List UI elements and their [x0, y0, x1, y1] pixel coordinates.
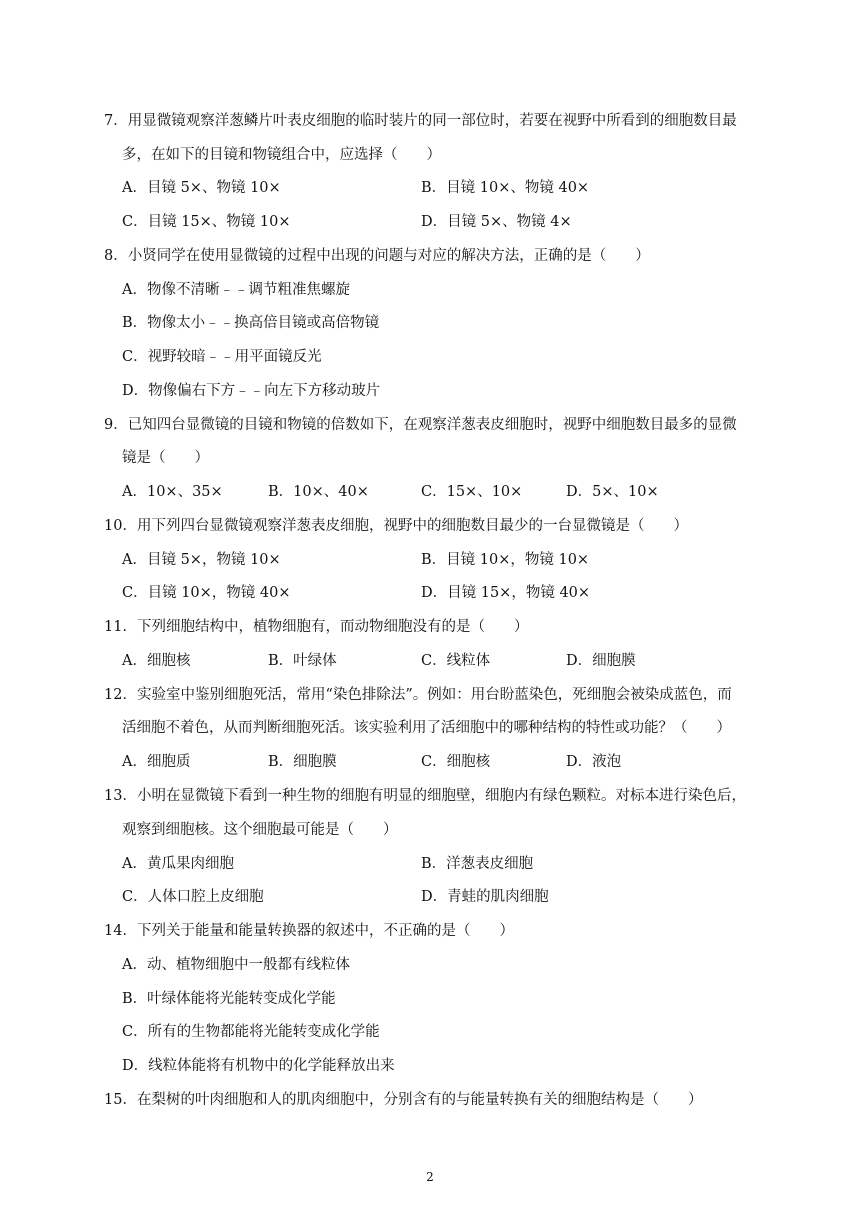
q7-stem-line1: 7．用显微镜观察洋葱鳞片叶表皮细胞的临时装片的同一部位时，若要在视野中所看到的细胞数目最 — [104, 113, 737, 129]
q7-option-b: B．目镜 10×、物镜 40× — [421, 180, 590, 196]
q11-option-a: A．细胞核 — [122, 653, 191, 669]
q10-option-a: A．目镜 5×，物镜 10× — [122, 552, 281, 568]
q7-stem-line2: 多，在如下的目镜和物镜组合中，应选择（ ） — [122, 147, 441, 163]
q12-stem-line1: 12．实验室中鉴别细胞死活，常用“染色排除法”。例如：用台盼蓝染色，死细胞会被染成蓝色，而 — [104, 687, 732, 703]
q14-option-b: B．叶绿体能将光能转变成化学能 — [122, 991, 336, 1007]
q9-option-d: D．5×、10× — [566, 484, 659, 500]
q13-option-b: B．洋葱表皮细胞 — [421, 856, 534, 872]
q9-option-a: A．10×、35× — [122, 484, 223, 500]
page-number: 2 — [426, 1170, 434, 1184]
q14-stem-line1: 14．下列关于能量和能量转换器的叙述中，不正确的是（ ） — [104, 923, 514, 939]
q8-option-d: D．物像偏右下方﹣﹣向左下方移动玻片 — [122, 383, 381, 399]
q7-option-c: C．目镜 15×、物镜 10× — [122, 214, 291, 230]
q13-option-a: A．黄瓜果肉细胞 — [122, 856, 234, 872]
q9-stem-line1: 9．已知四台显微镜的目镜和物镜的倍数如下，在观察洋葱表皮细胞时，视野中细胞数目最多的显微 — [104, 417, 737, 433]
q15-stem-line1: 15．在梨树的叶肉细胞和人的肌肉细胞中，分别含有的与能量转换有关的细胞结构是（ ） — [104, 1092, 703, 1108]
q12-stem-line2: 活细胞不着色，从而判断细胞死活。该实验利用了活细胞中的哪种结构的特性或功能？（ ） — [122, 720, 731, 736]
q9-option-b: B．10×、40× — [268, 484, 369, 500]
q12-option-d: D．液泡 — [566, 754, 622, 770]
q12-option-c: C．细胞核 — [421, 754, 491, 770]
q7-option-a: A．目镜 5×、物镜 10× — [122, 180, 281, 196]
q12-option-a: A．细胞质 — [122, 754, 191, 770]
q8-stem-line1: 8．小贤同学在使用显微镜的过程中出现的问题与对应的解决方法，正确的是（ ） — [104, 248, 650, 264]
q13-option-c: C．人体口腔上皮细胞 — [122, 889, 264, 905]
q9-option-c: C．15×、10× — [421, 484, 523, 500]
q14-option-a: A．动、植物细胞中一般都有线粒体 — [122, 957, 350, 973]
q10-stem-line1: 10．用下列四台显微镜观察洋葱表皮细胞，视野中的细胞数目最少的一台显微镜是（ ） — [104, 518, 688, 534]
q13-stem-line2: 观察到细胞核。这个细胞最可能是（ ） — [122, 822, 398, 838]
q10-option-c: C．目镜 10×，物镜 40× — [122, 585, 291, 601]
q14-option-c: C．所有的生物都能将光能转变成化学能 — [122, 1024, 380, 1040]
q8-option-c: C．视野较暗﹣﹣用平面镜反光 — [122, 349, 322, 365]
q11-option-d: D．细胞膜 — [566, 653, 636, 669]
q10-option-b: B．目镜 10×，物镜 10× — [421, 552, 590, 568]
q11-option-b: B．叶绿体 — [268, 653, 337, 669]
q10-option-d: D．目镜 15×，物镜 40× — [421, 585, 591, 601]
q12-option-b: B．细胞膜 — [268, 754, 337, 770]
q9-stem-line2: 镜是（ ） — [122, 450, 209, 466]
q14-option-d: D．线粒体能将有机物中的化学能释放出来 — [122, 1058, 395, 1074]
q8-option-b: B．物像太小﹣﹣换高倍目镜或高倍物镜 — [122, 315, 380, 331]
q11-option-c: C．线粒体 — [421, 653, 491, 669]
q13-stem-line1: 13．小明在显微镜下看到一种生物的细胞有明显的细胞壁，细胞内有绿色颗粒。对标本进行染色后， — [104, 788, 746, 804]
q11-stem-line1: 11．下列细胞结构中，植物细胞有，而动物细胞没有的是（ ） — [104, 619, 529, 635]
q13-option-d: D．青蛙的肌肉细胞 — [421, 889, 549, 905]
q7-option-d: D．目镜 5×、物镜 4× — [421, 214, 572, 230]
q8-option-a: A．物像不清晰﹣﹣调节粗准焦螺旋 — [122, 282, 350, 298]
